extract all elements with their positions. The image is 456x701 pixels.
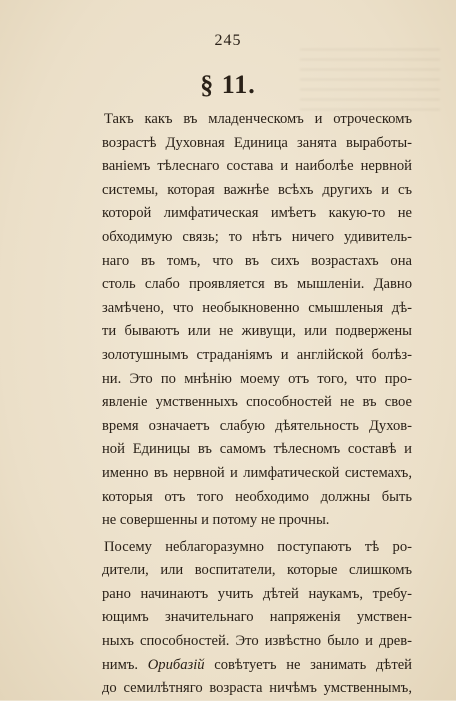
text-line: которыя отъ того необходимо должны быть xyxy=(102,488,412,505)
text-line: Такъ какъ въ младенческомъ и отроческомъ xyxy=(104,111,412,127)
section-heading: § 11. xyxy=(200,70,256,99)
italic-name: Орибазій xyxy=(147,656,205,673)
text-fragment: нимъ. xyxy=(102,656,148,673)
text-line: дители, или воспитатели, которые слишкомъ xyxy=(102,562,412,579)
text-line: ваніемъ тѣлеснаго состава и наиболѣе нервной xyxy=(102,158,412,175)
text-line: возрастѣ Духовная Единица занята выработы- xyxy=(102,134,412,151)
text-line: не совершенны и потому не прочны. xyxy=(102,512,330,529)
text-line: ти бываютъ или не живущи, или подвержены xyxy=(102,323,412,340)
text-line: ныхъ способностей. Это извѣстно было и древ- xyxy=(102,633,412,650)
text-line: которой лимфатическая имѣетъ какую-то не xyxy=(102,205,412,222)
page-number: 245 xyxy=(214,32,242,49)
text-line-mixed xyxy=(102,654,412,678)
text-line: Посему неблагоразумно поступаютъ тѣ ро- xyxy=(104,538,412,555)
text-line: столь слабо проявляется въ мышленіи. Давно xyxy=(102,276,412,293)
text-line: рано начинаютъ учить дѣтей наукамъ, требу- xyxy=(102,585,412,602)
text-line: именно въ нервной и лимфатической системахъ, xyxy=(102,464,412,481)
text-line: обходимую связь; то нѣтъ ничего удивитель- xyxy=(102,228,412,245)
text-fragment: совѣтуетъ не занимать дѣтей xyxy=(204,656,412,673)
text-line: время означаетъ слабую дѣятельность Духов- xyxy=(102,417,412,434)
text-line: ной Единицы въ самомъ тѣлесномъ составѣ и xyxy=(102,441,412,458)
text-line: золотушнымъ страданіямъ и англійской болѣз- xyxy=(102,346,412,363)
body-text xyxy=(102,108,412,701)
text-line: ни. Это по мнѣнію моему отъ того, что про- xyxy=(102,370,412,387)
text-line: наго въ томъ, что въ сихъ возрастахъ она xyxy=(102,252,412,269)
text-line: замѣчено, что необыкновенно смышленыя дѣ- xyxy=(102,299,412,316)
text-line: явленіе умственныхъ способностей не въ свое xyxy=(102,394,412,411)
text-line: до семилѣтняго возраста ничѣмъ умственнымъ, xyxy=(102,680,412,697)
text-line: ющимъ значительнаго напряженія умствен- xyxy=(102,609,412,626)
text-line: системы, которая важнѣе всѣхъ другихъ и съ xyxy=(102,181,412,198)
